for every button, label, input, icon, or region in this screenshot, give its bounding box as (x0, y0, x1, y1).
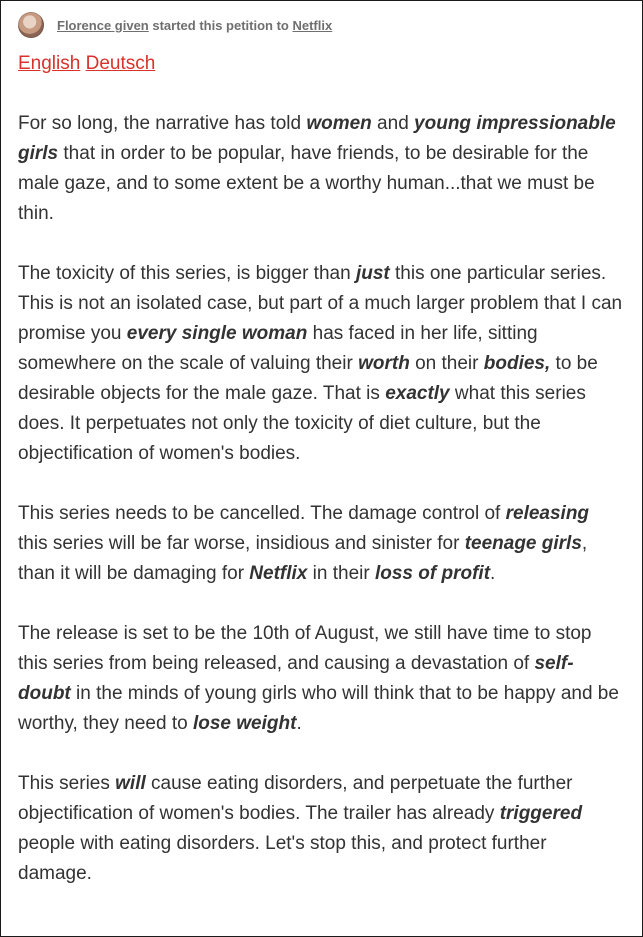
emphasis-text: young impressionable girls (18, 113, 616, 164)
paragraph-text: on their (409, 353, 484, 374)
petition-paragraph (18, 619, 623, 739)
emphasis-text: every single woman (126, 323, 308, 344)
paragraph-text: to be desirable objects for the male gaze. That is (18, 353, 598, 404)
emphasis-text: exactly (385, 383, 450, 404)
emphasis-text: triggered (499, 803, 583, 824)
paragraph-text: , than it will be damaging for (18, 533, 588, 584)
petition-header (18, 12, 332, 38)
petition-body (18, 109, 623, 889)
author-link[interactable]: Florence given (57, 17, 149, 33)
emphasis-text: teenage girls (464, 533, 582, 554)
header-middle-text: started this petition to (148, 17, 293, 33)
emphasis-text: just (355, 263, 390, 284)
paragraph-text: For so long, the narrative has told (18, 113, 307, 134)
target-link[interactable]: Netflix (292, 17, 333, 33)
paragraph-text: this series will be far worse, insidious and sinister for (18, 533, 465, 554)
language-switcher (18, 51, 155, 77)
petition-paragraph (18, 109, 623, 229)
emphasis-text: will (115, 773, 146, 794)
header-text (57, 18, 332, 33)
petition-paragraph (18, 259, 623, 469)
paragraph-text: what this series does. It perpetuates not only the toxicity of diet culture, but the objectification of women's bodies. (18, 383, 586, 464)
emphasis-text: lose weight (192, 713, 297, 734)
paragraph-text: and (371, 113, 415, 134)
paragraph-text: people with eating disorders. Let's stop this, and protect further damage. (18, 833, 547, 884)
paragraph-text: . (296, 713, 302, 734)
paragraph-text: that in order to be popular, have friends, to be desirable for the male gaze, and to some extent be a worthy human...that we must be thin. (18, 143, 595, 224)
emphasis-text: worth (358, 353, 410, 374)
paragraph-text: The release is set to be the 10th of August, we still have time to stop this series from being released, and causing a devastation of (18, 623, 592, 674)
paragraph-text: in their (307, 563, 375, 584)
petition-paragraph (18, 499, 623, 589)
paragraph-text: cause eating disorders, and perpetuate the further objectification of women's bodies. The trailer has already (18, 773, 573, 824)
lang-english-link[interactable]: English (18, 53, 81, 74)
emphasis-text: loss of profit (374, 563, 491, 584)
paragraph-text: This series (18, 773, 116, 794)
paragraph-text: this one particular series. This is not an isolated case, but part of a much larger problem that I can promise you (18, 263, 623, 344)
emphasis-text: Netflix (249, 563, 308, 584)
emphasis-text: releasing (505, 503, 590, 524)
paragraph-text: . (490, 563, 496, 584)
paragraph-text: in the minds of young girls who will think that to be happy and be worthy, they need to (18, 683, 619, 734)
emphasis-text: bodies, (483, 353, 551, 374)
lang-deutsch-link[interactable]: Deutsch (85, 53, 156, 74)
emphasis-text: self-doubt (18, 653, 574, 704)
author-avatar[interactable] (18, 12, 44, 38)
paragraph-text: The toxicity of this series, is bigger than (18, 263, 356, 284)
petition-paragraph (18, 769, 623, 889)
paragraph-text: This series needs to be cancelled. The damage control of (18, 503, 506, 524)
paragraph-text: has faced in her life, sitting somewhere on the scale of valuing their (18, 323, 538, 374)
emphasis-text: women (306, 113, 372, 134)
